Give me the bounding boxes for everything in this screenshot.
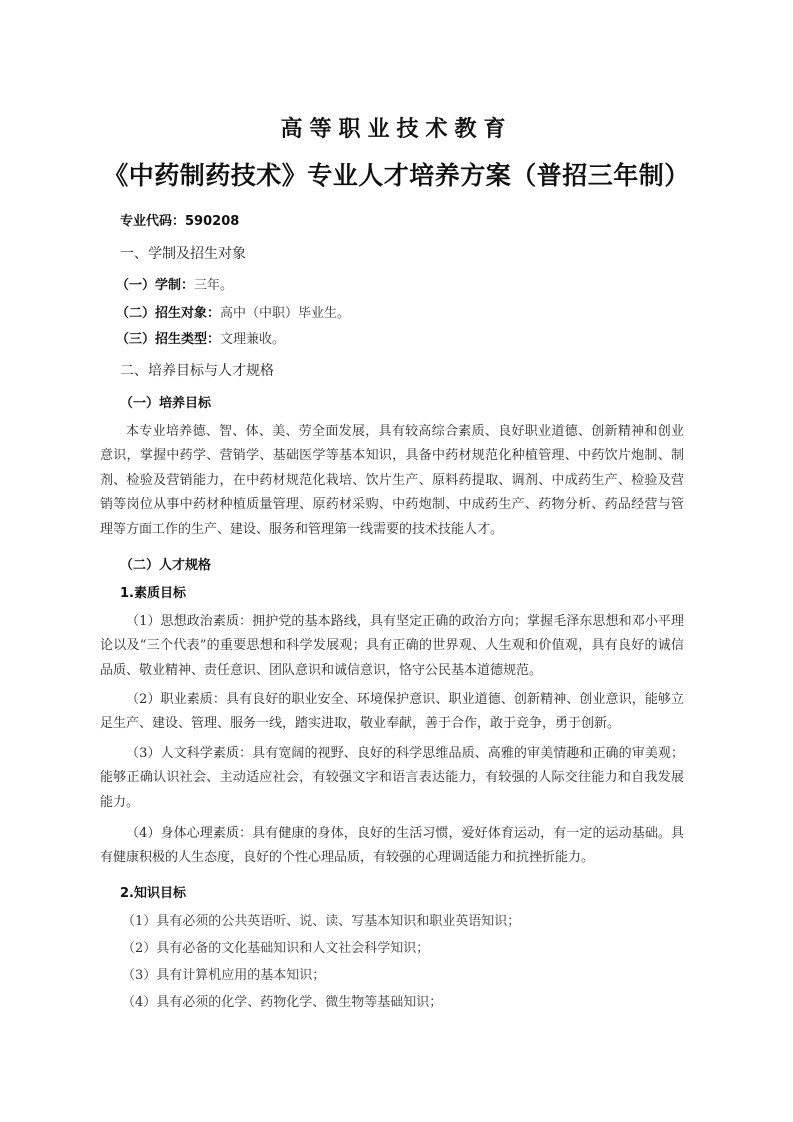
knowledge-item: （3）具有计算机应用的基本知识； — [122, 968, 326, 983]
section1-item — [116, 276, 233, 296]
knowledge-item: （1）具有必须的公共英语听、说、读、写基本知识和职业英语知识； — [122, 914, 521, 929]
item-value: 三年。 — [194, 278, 234, 293]
quality-item: （3）人文科学素质：具有宽阔的视野、良好的科学思维品质、高雅的审美情趣和正确的审美观；能够正确认识社会、主动适应社会，有较强文字和语言表达能力，有较强的人际交往能力和自我发展能力。 — [100, 746, 684, 810]
talent-spec-heading: （二）人才规格 — [120, 558, 212, 573]
section2-heading: 二、培养目标与人才规格 — [120, 363, 274, 379]
section1-item — [116, 304, 350, 324]
major-code-value: 590208 — [185, 214, 240, 229]
quality-item: （1）思想政治素质：拥护党的基本路线，具有坚定正确的政治方向；掌握毛泽东思想和邓小平理论以及“三个代表”的重要思想和科学发展观；具有正确的世界观、人生观和价值观，具有良好的诚信品质、敬业精神、责任意识、团队意识和诚信意识，恪守公民基本道德规范。 — [100, 614, 684, 678]
knowledge-goal-heading: 2.知识目标 — [120, 886, 186, 901]
knowledge-item: （2）具有必备的文化基础知识和人文社会科学知识； — [122, 941, 430, 956]
major-code-label: 专业代码： — [120, 214, 186, 229]
item-label: （二）招生对象： — [116, 306, 221, 321]
quality-item: （4）身体心理素质：具有健康的身体，良好的生活习惯，爱好体育运动，有一定的运动基础。具有健康积极的人生态度，良好的个性心理品质，有较强的心理调适能力和抗挫折能力。 — [100, 826, 684, 866]
document-title-line2: 《中药制药技术》专业人才培养方案（普招三年制） — [103, 161, 690, 190]
item-value: 高中（中职）毕业生。 — [220, 306, 351, 321]
item-value: 文理兼收。 — [220, 332, 286, 347]
section1-item — [116, 330, 285, 350]
major-code — [120, 212, 239, 232]
item-label: （一）学制： — [116, 278, 195, 293]
item-label: （三）招生类型： — [116, 332, 221, 347]
section1-heading: 一、学制及招生对象 — [120, 246, 246, 262]
training-goal-paragraph: 本专业培养德、智、体、美、劳全面发展，具有较高综合素质、良好职业道德、创新精神和创业意识，掌握中药学、营销学、基础医学等基本知识，具备中药材规范化种植管理、中药饮片炮制、制剂、检验及营销能力，在中药材规范化栽培、饮片生产、原料药提取、调剂、中成药生产、检验及营销等岗位从事中药材种植质量管理、原药材采购、中药炮制、中成药生产、药物分析、药品经营与管理等方面工作的生产、建设、服务和管理第一线需要的技术技能人才。 — [100, 424, 684, 537]
quality-item: （2）职业素质：具有良好的职业安全、环境保护意识、职业道德、创新精神、创业意识，能够立足生产、建设、管理、服务一线，踏实进取，敬业奉献，善于合作，敢于竞争，勇于创新。 — [100, 692, 684, 732]
quality-goal-heading: 1.素质目标 — [120, 586, 186, 601]
document-title-line1: 高等职业技术教育 — [280, 117, 513, 142]
knowledge-item: （4）具有必须的化学、药物化学、微生物等基础知识； — [122, 995, 443, 1010]
training-goal-heading: （一）培养目标 — [120, 396, 212, 411]
